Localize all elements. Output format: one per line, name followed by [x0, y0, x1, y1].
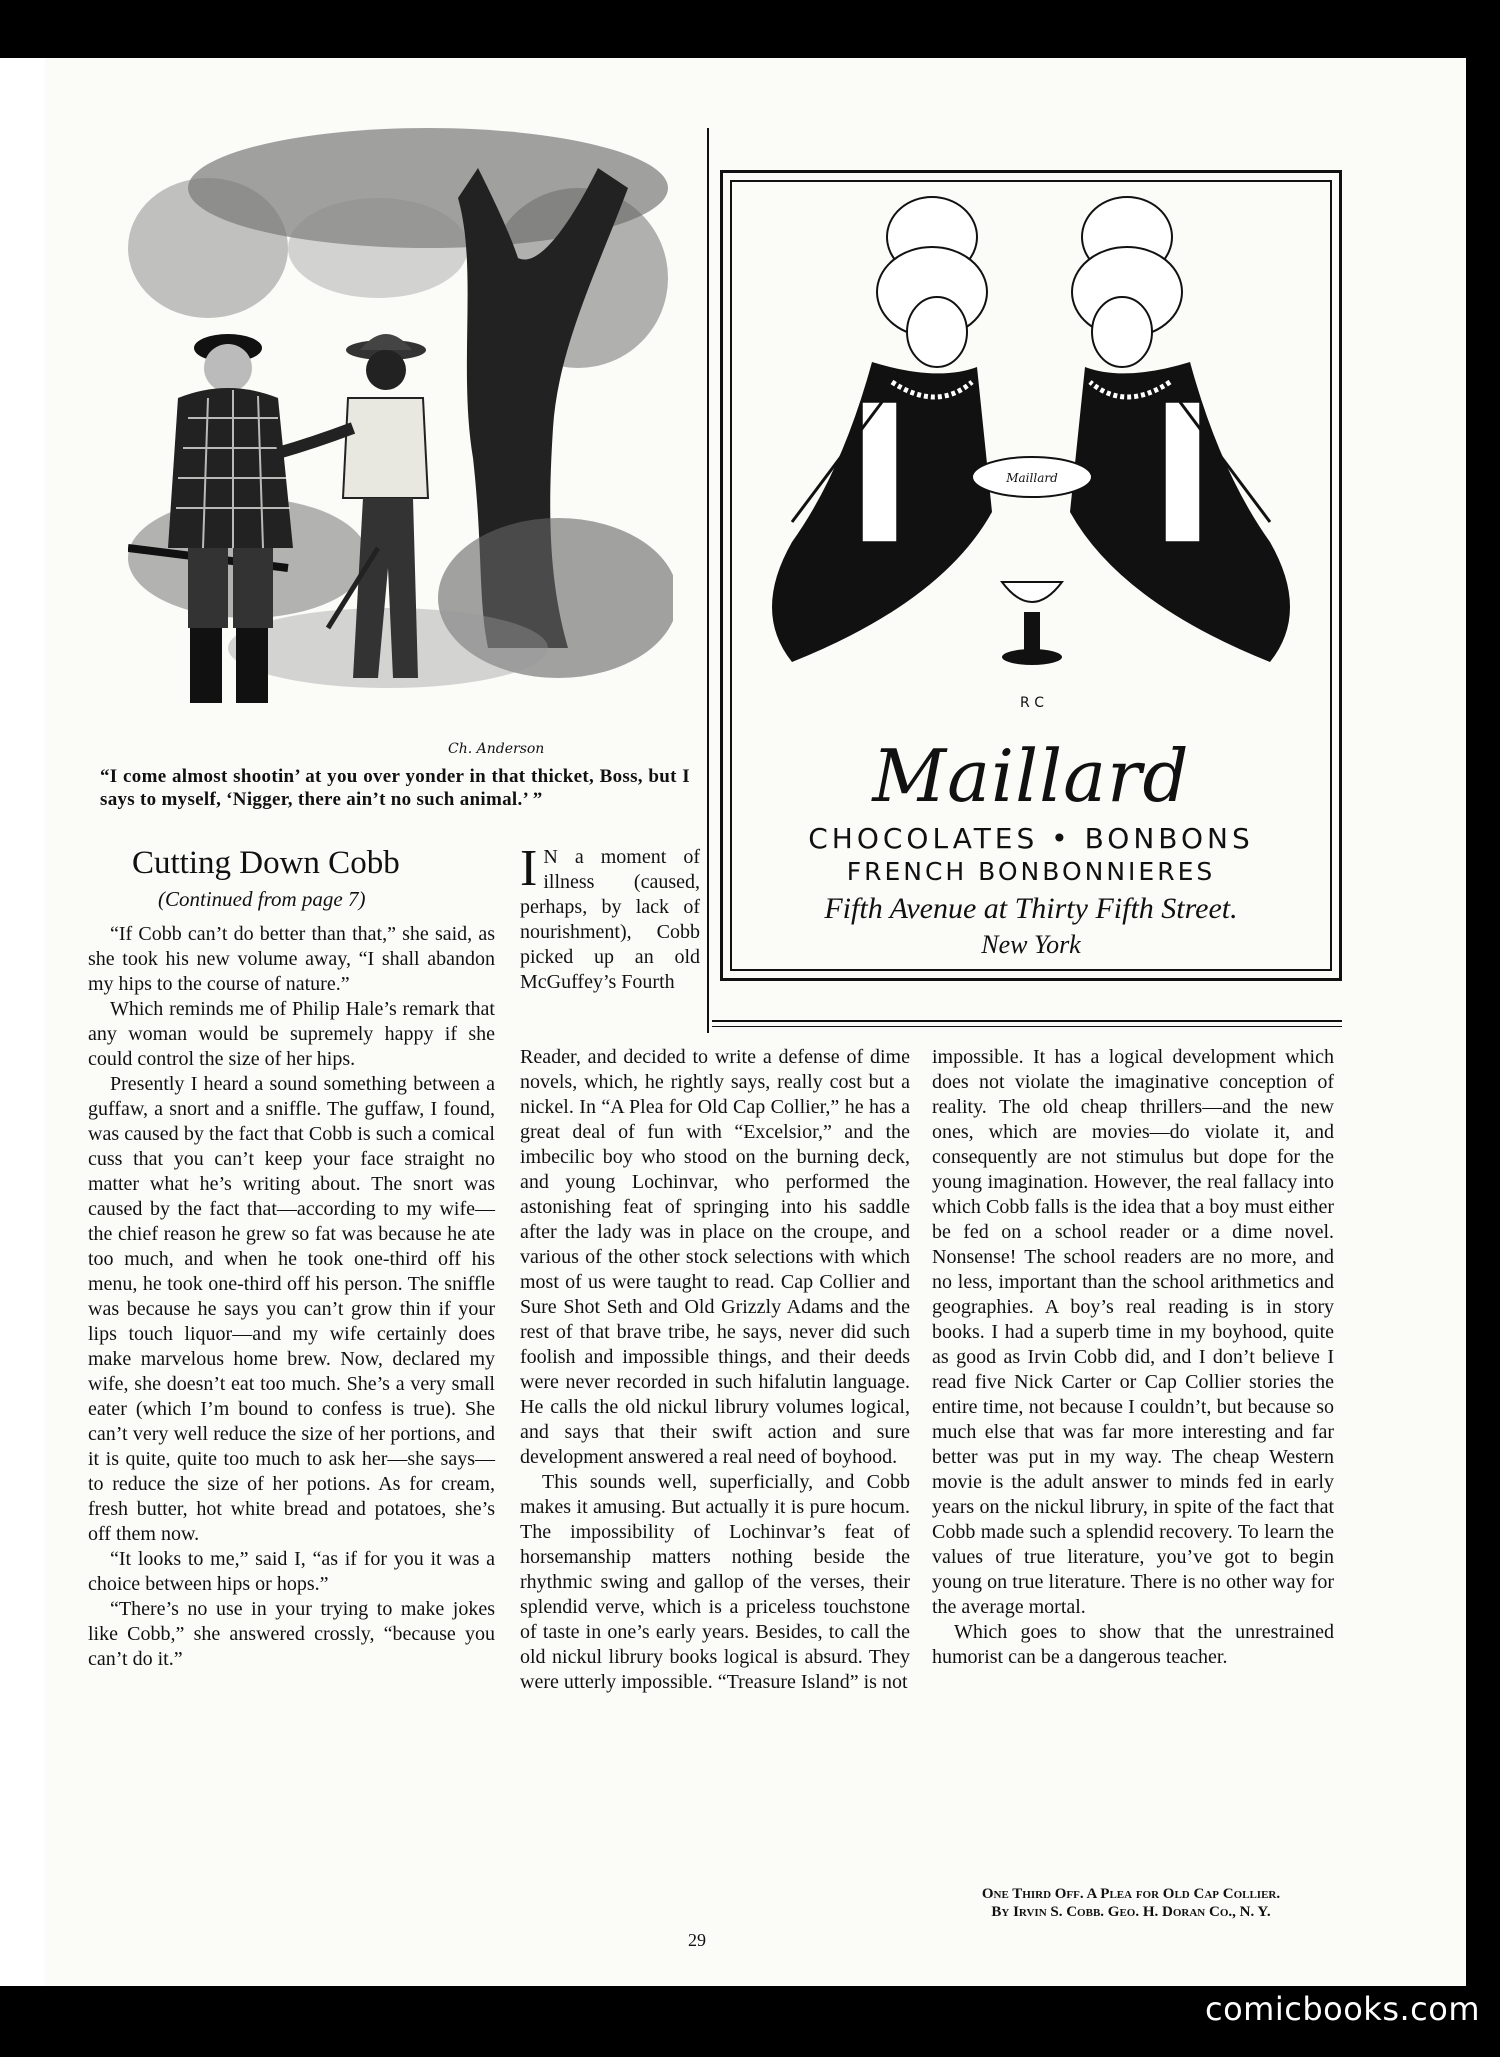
paragraph [520, 840, 700, 995]
paragraph: Which goes to show that the unrestrained humorist can be a dangerous teacher. [932, 1621, 1334, 1668]
maillard-advertisement [720, 170, 1342, 981]
article-title: Cutting Down Cobb [132, 845, 400, 881]
illustration-caption: “I come almost shootin’ at you over yonder in that thicket, Boss, but I says to myself, ‘Nigger, there ain’t no such animal.’ ” [100, 766, 690, 810]
footnote-line: By Irvin S. Cobb. Geo. H. Doran Co., N. Y. [991, 1904, 1271, 1920]
ad-products-line-2: FRENCH BONBONNIERES [846, 857, 1216, 886]
bonbon-box-label: Maillard [1006, 471, 1058, 485]
paragraph: “There’s no use in your trying to make jokes like Cobb,” she answered crossly, “because you can’t do it.” [88, 1598, 495, 1670]
artist-initials: R C [1020, 695, 1044, 711]
brand-logo: Maillard [872, 734, 1190, 818]
drop-cap: I [520, 840, 538, 897]
column-divider [707, 128, 709, 1033]
ad-address: Fifth Avenue at Thirty Fifth Street. [824, 892, 1238, 925]
book-reference-footnote [925, 1885, 1337, 1921]
article-column-2-top [520, 840, 700, 995]
cartoon-illustration [128, 128, 673, 768]
ad-bottom-rule-thin [712, 1026, 1342, 1027]
article-column-1 [88, 922, 495, 1672]
paragraph: “If Cobb can’t do better than that,” she said, as she took his new volume away, “I shall abandon my hips to the course of nature.” [88, 923, 495, 995]
article-column-3 [932, 1045, 1334, 1670]
paragraph: Reader, and decided to write a defense of dime novels, which, he rightly says, really cost but a nickel. In “A Plea for Old Cap Collier,” he has a great deal of fun with “Excelsior,” and the imbecilic boy who stood on the burning deck, and young Lochinvar, who performed the astonishing feat of springing into his saddle after the lady was in place on the croupe, and various of the other stock selections with which most of us were taught to read. Cap Collier and Sure Shot Seth and Old Grizzly Adams and the rest of that brave tribe, he says, never did such foolish and impossible things, and their deeds were never recorded in such hifalutin language. He calls the old nickul librury volumes logical, and says that their swift action and sure development answered a real need of boyhood. [520, 1046, 910, 1468]
article-subtitle: (Continued from page 7) [158, 887, 366, 911]
ad-city: New York [981, 930, 1081, 959]
page-spine [0, 58, 45, 1986]
page-number: 29 [688, 1930, 706, 1950]
paragraph-text: N a moment of illness (caused, perhaps, by lack of nourishment), Cobb picked up an old McGuffey’s Fourth [520, 846, 700, 993]
paragraph: Presently I heard a sound something between a guffaw, a snort and a sniffle. The guffaw, I found, was caused by the fact that Cobb is such a comical cuss that you can’t keep your face straight no matter what he’s writing about. The snort was caused by the fact that—according to my wife—the chief reason he grew so fat was because he ate too much, and when he took one-third off his menu, he took one-third off his person. The sniffle was because he says you can’t grow thin if your lips touch liquor—and my wife certainly does make marvelous home brew. Now, declared my wife, she doesn’t eat too much. She’s a very small eater (which I’m bound to confess is true). She can’t very well reduce the size of her portions, and it is quite, quite too much to ask her—she says—to reduce the size of her potions. As for cream, fresh butter, hot white bread and potatoes, she’s off them now. [88, 1073, 495, 1545]
illustration-signature: Ch. Anderson [448, 741, 545, 757]
footnote-line: One Third Off. A Plea for Old Cap Collier. [981, 1886, 1281, 1902]
article-column-2 [520, 1045, 910, 1695]
ad-bottom-rule [712, 1020, 1342, 1022]
ad-products-line: CHOCOLATES • BONBONS [808, 822, 1254, 855]
ad-inner-frame [730, 180, 1332, 971]
paragraph: Which reminds me of Philip Hale’s remark that any woman would be supremely happy if she could control the size of her hips. [88, 998, 495, 1070]
paragraph: impossible. It has a logical development which does not violate the imaginative conception of reality. The old cheap thrillers—and the new ones, which are movies—do violate it, and consequently are not stimulus but dope for the young imagination. However, the real fallacy into which Cobb falls is the idea that a boy must either be fed on a school reader or a dime novel. Nonsense! The school readers are no more, and no less, important than the school arithmetics and geographies. A boy’s real reading is in story books. I had a superb time in my boyhood, quite as good as Irvin Cobb did, and I don’t believe I read five Nick Carter or Cap Collier stories the entire time, not because I couldn’t, but because so much else that was far more interesting and far better was put in my way. The cheap Western movie is the adult answer to minds fed in early years on the nickul librury, in spite of the fact that Cobb made such a splendid recovery. To learn the values of true literature, you’ve got to begin young on true literature. There is no other way for the average mortal. [932, 1046, 1334, 1618]
site-watermark: comicbooks.com [1204, 1990, 1480, 2028]
paragraph: This sounds well, superficially, and Cobb makes it amusing. But actually it is pure hocum. The impossibility of Lochinvar’s feat of horsemanship matters nothing beside the rhythmic swing and gallop of the verses, their splendid verve, which is a priceless touchstone of taste in one’s early years. Besides, to call the old nickul librury books logical is absurd. They were utterly impossible. “Treasure Island” is not [520, 1471, 910, 1693]
paragraph: “It looks to me,” said I, “as if for you it was a choice between hips or hops.” [88, 1548, 495, 1595]
ad-illustration-two-ladies [732, 182, 1330, 722]
